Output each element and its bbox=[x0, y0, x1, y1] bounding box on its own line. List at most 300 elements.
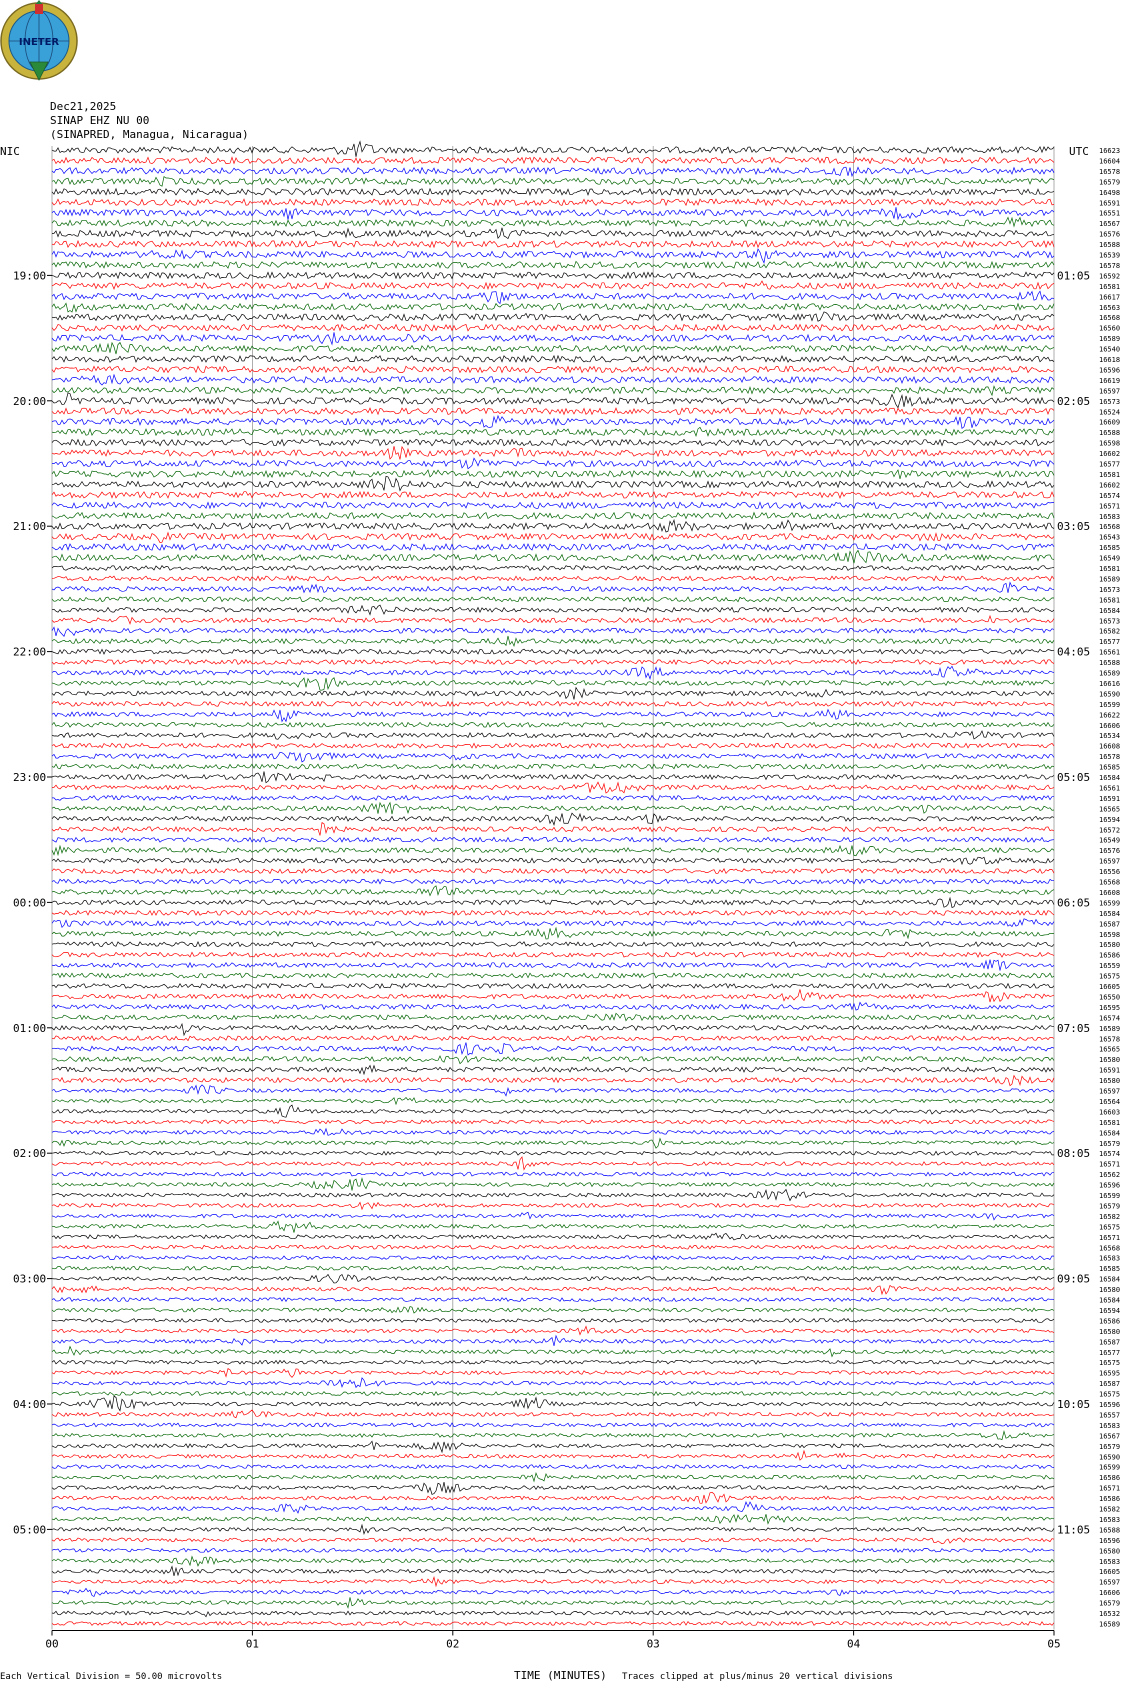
seismic-trace bbox=[52, 576, 1054, 581]
seismic-trace bbox=[52, 837, 1054, 842]
trace-count-label: 16567 bbox=[1099, 220, 1121, 229]
trace-count-label: 16580 bbox=[1099, 1547, 1121, 1556]
trace-count-label: 16580 bbox=[1099, 941, 1121, 950]
trace-count-label: 16584 bbox=[1099, 1275, 1121, 1284]
seismic-trace bbox=[52, 1538, 1054, 1544]
trace-count-label: 16599 bbox=[1099, 1192, 1121, 1200]
seismic-trace bbox=[52, 189, 1054, 195]
vertical-division-note: Each Vertical Division = 50.00 microvolts bbox=[0, 1672, 223, 1682]
trace-count-label: 16583 bbox=[1099, 1515, 1121, 1524]
x-tick-label: 00 bbox=[45, 1637, 59, 1651]
record-date: Dec21,2025 bbox=[50, 100, 117, 113]
agency-location: (SINAPRED, Managua, Nicaragua) bbox=[50, 128, 249, 141]
seismic-trace bbox=[52, 520, 1054, 532]
trace-count-label: 16591 bbox=[1099, 199, 1121, 208]
seismic-trace bbox=[52, 1431, 1054, 1439]
seismic-trace bbox=[52, 1423, 1054, 1427]
seismic-trace bbox=[52, 366, 1054, 372]
seismic-trace bbox=[52, 1378, 1054, 1388]
trace-count-label: 16561 bbox=[1099, 648, 1121, 657]
trace-count-label: 16539 bbox=[1099, 251, 1121, 260]
trace-count-label: 16584 bbox=[1099, 606, 1121, 615]
trace-count-label: 16617 bbox=[1099, 293, 1121, 302]
trace-count-label: 16584 bbox=[1099, 1296, 1121, 1305]
seismic-trace bbox=[52, 1105, 1054, 1117]
seismic-trace bbox=[52, 1597, 1054, 1607]
right-hour-label: 05:05 bbox=[1057, 771, 1091, 784]
seismic-trace bbox=[52, 241, 1054, 247]
trace-count-label: 16565 bbox=[1099, 1045, 1121, 1054]
trace-count-label: 16618 bbox=[1099, 356, 1121, 364]
seismic-trace bbox=[52, 1098, 1054, 1105]
seismic-trace bbox=[52, 375, 1054, 385]
seismic-trace bbox=[52, 1482, 1054, 1494]
trace-count-label: 16603 bbox=[1099, 1108, 1121, 1117]
left-hour-label: 04:00 bbox=[13, 1398, 47, 1411]
seismic-trace bbox=[52, 513, 1054, 519]
seismic-trace bbox=[52, 1172, 1054, 1176]
trace-count-label: 16549 bbox=[1099, 554, 1121, 563]
trace-count-label: 16602 bbox=[1099, 450, 1121, 459]
seismic-trace bbox=[52, 281, 1054, 289]
trace-count-label: 16560 bbox=[1099, 324, 1121, 333]
trace-count-label: 16588 bbox=[1099, 429, 1121, 438]
seismic-trace bbox=[52, 1190, 1054, 1201]
seismic-trace bbox=[52, 142, 1054, 157]
seismic-trace bbox=[52, 678, 1054, 690]
trace-count-label: 16598 bbox=[1099, 439, 1121, 448]
trace-count-label: 16579 bbox=[1099, 178, 1121, 187]
trace-count-label: 16599 bbox=[1099, 700, 1121, 709]
trace-count-label: 16583 bbox=[1099, 1421, 1121, 1430]
seismic-trace bbox=[52, 636, 1054, 646]
left-hour-label: 03:00 bbox=[13, 1272, 47, 1286]
seismic-trace bbox=[52, 1622, 1054, 1626]
seismic-trace bbox=[52, 272, 1054, 278]
trace-count-label: 16557 bbox=[1099, 1411, 1121, 1420]
trace-count-label: 16597 bbox=[1099, 1578, 1121, 1587]
seismic-trace bbox=[52, 408, 1054, 414]
seismic-trace bbox=[52, 616, 1054, 624]
trace-count-label: 16608 bbox=[1099, 742, 1121, 751]
seismic-trace bbox=[52, 1076, 1054, 1086]
seismic-trace bbox=[52, 1441, 1054, 1452]
seismic-trace bbox=[52, 416, 1054, 429]
trace-count-label: 16498 bbox=[1099, 188, 1121, 197]
seismic-trace bbox=[52, 813, 1054, 825]
trace-count-label: 16583 bbox=[1099, 512, 1121, 521]
right-hour-label: 01:05 bbox=[1057, 269, 1091, 283]
seismic-trace bbox=[52, 857, 1054, 864]
seismic-trace bbox=[52, 782, 1054, 793]
seismic-trace bbox=[52, 583, 1054, 593]
seismic-trace bbox=[52, 627, 1054, 636]
seismic-trace bbox=[52, 1451, 1054, 1460]
trace-count-label: 16581 bbox=[1099, 1118, 1121, 1127]
seismic-trace bbox=[52, 1066, 1054, 1075]
trace-count-label: 16622 bbox=[1099, 711, 1121, 720]
trace-count-label: 16623 bbox=[1099, 147, 1121, 155]
trace-count-label: 16576 bbox=[1099, 847, 1121, 856]
trace-count-label: 16604 bbox=[1099, 157, 1121, 166]
trace-count-label: 16589 bbox=[1099, 335, 1121, 344]
trace-count-label: 16571 bbox=[1099, 1484, 1121, 1493]
seismic-trace bbox=[52, 446, 1054, 459]
seismic-trace bbox=[52, 1202, 1054, 1209]
trace-count-label: 16605 bbox=[1099, 1568, 1121, 1577]
trace-count-label: 16564 bbox=[1099, 1097, 1121, 1106]
trace-count-label: 16574 bbox=[1099, 491, 1121, 500]
seismic-trace bbox=[52, 1056, 1054, 1064]
trace-count-label: 16578 bbox=[1099, 1035, 1121, 1044]
seismic-trace bbox=[52, 1492, 1054, 1503]
seismic-trace bbox=[52, 952, 1054, 957]
trace-count-label: 16588 bbox=[1099, 659, 1121, 668]
seismic-trace bbox=[52, 1396, 1054, 1411]
trace-count-label: 16608 bbox=[1099, 888, 1121, 897]
trace-count-label: 16568 bbox=[1099, 1244, 1121, 1253]
seismic-trace bbox=[52, 356, 1054, 362]
trace-count-label: 16540 bbox=[1099, 345, 1121, 354]
seismic-trace bbox=[52, 1611, 1054, 1617]
trace-count-label: 16588 bbox=[1099, 1526, 1121, 1535]
right-hour-label: 10:05 bbox=[1057, 1398, 1091, 1411]
seismic-trace bbox=[52, 1013, 1054, 1020]
seismic-trace bbox=[52, 911, 1054, 916]
trace-count-label: 16543 bbox=[1099, 533, 1121, 542]
seismic-trace bbox=[52, 1256, 1054, 1260]
trace-count-label: 16562 bbox=[1099, 1171, 1121, 1180]
trace-count-label: 16534 bbox=[1099, 732, 1121, 741]
trace-count-label: 16589 bbox=[1099, 575, 1121, 584]
x-axis-label: TIME (MINUTES) bbox=[514, 1669, 607, 1682]
right-hour-label: 02:05 bbox=[1057, 394, 1091, 408]
seismic-trace bbox=[52, 752, 1054, 762]
seismic-trace bbox=[52, 458, 1054, 469]
seismic-trace bbox=[52, 666, 1054, 679]
seismic-trace bbox=[52, 1043, 1054, 1056]
x-tick-label: 03 bbox=[646, 1637, 660, 1651]
trace-count-label: 16597 bbox=[1099, 857, 1121, 866]
seismic-trace bbox=[52, 566, 1054, 571]
seismic-trace bbox=[52, 1473, 1054, 1481]
seismic-trace bbox=[52, 1212, 1054, 1220]
trace-count-label: 16597 bbox=[1099, 387, 1121, 396]
seismic-trace bbox=[52, 660, 1054, 665]
clip-note: Traces clipped at plus/minus 20 vertical divisions bbox=[622, 1672, 893, 1682]
x-tick-label: 01 bbox=[245, 1637, 260, 1651]
trace-count-label: 16589 bbox=[1099, 1024, 1121, 1033]
right-hour-label: 08:05 bbox=[1057, 1147, 1091, 1161]
trace-count-label: 16595 bbox=[1099, 1003, 1121, 1012]
seismic-trace bbox=[52, 1525, 1054, 1534]
trace-count-label: 16579 bbox=[1099, 1202, 1121, 1211]
trace-count-label: 16594 bbox=[1099, 1306, 1121, 1315]
seismic-trace bbox=[52, 928, 1054, 939]
trace-count-label: 16581 bbox=[1099, 565, 1121, 573]
trace-count-label: 16584 bbox=[1099, 774, 1121, 782]
trace-count-label: 16581 bbox=[1099, 282, 1121, 291]
trace-count-label: 16587 bbox=[1099, 1338, 1121, 1347]
x-tick-label: 05 bbox=[1047, 1637, 1061, 1651]
trace-count-label: 16582 bbox=[1099, 627, 1121, 636]
seismic-trace bbox=[52, 470, 1054, 479]
seismic-trace bbox=[52, 1275, 1054, 1284]
trace-count-label: 16591 bbox=[1099, 794, 1121, 803]
trace-count-label: 16571 bbox=[1099, 1233, 1121, 1242]
trace-count-label: 16549 bbox=[1099, 836, 1121, 845]
trace-count-label: 16579 bbox=[1099, 1442, 1121, 1451]
trace-count-label: 16579 bbox=[1099, 1599, 1121, 1608]
trace-count-label: 16588 bbox=[1099, 241, 1121, 250]
seismic-trace bbox=[52, 796, 1054, 801]
seismic-trace bbox=[52, 846, 1054, 856]
seismic-trace bbox=[52, 1139, 1054, 1149]
seismic-trace bbox=[52, 771, 1054, 782]
trace-count-label: 16586 bbox=[1099, 951, 1121, 960]
trace-count-label: 16596 bbox=[1099, 1401, 1121, 1409]
trace-count-label: 16587 bbox=[1099, 920, 1121, 929]
trace-count-label: 16596 bbox=[1099, 366, 1121, 375]
seismic-trace bbox=[52, 731, 1054, 739]
trace-count-label: 16582 bbox=[1099, 1212, 1121, 1221]
trace-count-label: 16577 bbox=[1099, 460, 1121, 469]
trace-count-label: 16584 bbox=[1099, 909, 1121, 918]
trace-count-label: 16573 bbox=[1099, 585, 1121, 594]
trace-count-label: 16580 bbox=[1099, 1077, 1121, 1086]
seismic-trace bbox=[52, 1151, 1054, 1155]
trace-count-label: 16609 bbox=[1099, 418, 1121, 427]
seismic-trace bbox=[52, 973, 1054, 978]
seismic-trace bbox=[52, 1286, 1054, 1295]
seismic-trace bbox=[52, 492, 1054, 498]
trace-count-label: 16616 bbox=[1099, 679, 1121, 688]
seismic-trace bbox=[52, 1548, 1054, 1552]
trace-count-label: 16567 bbox=[1099, 1432, 1121, 1441]
trace-count-label: 16587 bbox=[1099, 1380, 1121, 1389]
trace-count-label: 16589 bbox=[1099, 1620, 1121, 1629]
seismic-trace bbox=[52, 960, 1054, 971]
seismic-trace bbox=[52, 544, 1054, 550]
trace-count-label: 16596 bbox=[1099, 1181, 1121, 1190]
seismic-trace bbox=[52, 1514, 1054, 1523]
seismic-trace bbox=[52, 343, 1054, 355]
trace-count-label: 16568 bbox=[1099, 314, 1121, 323]
trace-count-label: 16556 bbox=[1099, 868, 1121, 877]
seismic-trace bbox=[52, 1298, 1054, 1302]
trace-count-label: 16575 bbox=[1099, 1359, 1121, 1368]
seismic-trace bbox=[52, 1085, 1054, 1096]
trace-count-label: 16573 bbox=[1099, 617, 1121, 626]
seismic-trace bbox=[52, 1502, 1054, 1513]
seismic-trace bbox=[52, 427, 1054, 436]
seismic-trace bbox=[52, 743, 1054, 748]
right-timezone-label: UTC bbox=[1069, 145, 1089, 158]
trace-count-label: 16575 bbox=[1099, 1390, 1121, 1399]
trace-count-label: 16605 bbox=[1099, 983, 1121, 991]
seismic-trace bbox=[52, 502, 1054, 508]
seismic-trace bbox=[52, 476, 1054, 490]
left-hour-label: 02:00 bbox=[13, 1147, 47, 1161]
trace-count-label: 16572 bbox=[1099, 826, 1121, 835]
seismic-trace bbox=[52, 722, 1054, 727]
left-hour-label: 21:00 bbox=[13, 520, 47, 534]
x-tick-label: 04 bbox=[846, 1637, 861, 1651]
right-hour-label: 09:05 bbox=[1057, 1272, 1091, 1286]
trace-count-label: 16577 bbox=[1099, 638, 1121, 647]
seismic-trace bbox=[52, 167, 1054, 176]
seismic-trace bbox=[52, 217, 1054, 226]
trace-count-label: 16577 bbox=[1099, 1348, 1121, 1357]
left-timezone-label: NIC bbox=[0, 145, 20, 158]
seismic-trace bbox=[52, 199, 1054, 205]
trace-count-label: 16576 bbox=[1099, 230, 1121, 239]
trace-count-label: 16584 bbox=[1099, 1129, 1121, 1138]
trace-count-label: 16575 bbox=[1099, 972, 1121, 981]
seismic-trace bbox=[52, 1221, 1054, 1232]
seismic-trace bbox=[52, 533, 1054, 543]
trace-count-label: 16585 bbox=[1099, 763, 1121, 772]
trace-count-label: 16571 bbox=[1099, 502, 1121, 511]
trace-count-label: 16568 bbox=[1099, 523, 1121, 532]
seismic-trace bbox=[52, 919, 1054, 928]
seismic-trace bbox=[52, 605, 1054, 615]
seismic-trace bbox=[52, 764, 1054, 769]
seismic-trace bbox=[52, 249, 1054, 263]
trace-count-label: 16524 bbox=[1099, 408, 1121, 417]
seismic-trace bbox=[52, 1157, 1054, 1170]
seismic-trace bbox=[52, 1567, 1054, 1576]
trace-count-label: 16591 bbox=[1099, 1066, 1121, 1075]
left-hour-label: 01:00 bbox=[13, 1021, 47, 1035]
trace-count-label: 16599 bbox=[1099, 1463, 1121, 1472]
seismic-trace bbox=[52, 597, 1054, 602]
trace-count-label: 16595 bbox=[1099, 1369, 1121, 1378]
trace-count-label: 16586 bbox=[1099, 1317, 1121, 1326]
seismic-trace bbox=[52, 177, 1054, 187]
trace-count-label: 16551 bbox=[1099, 209, 1121, 218]
trace-count-label: 16592 bbox=[1099, 272, 1121, 281]
trace-count-label: 16581 bbox=[1099, 470, 1121, 479]
left-hour-label: 05:00 bbox=[13, 1523, 47, 1537]
trace-count-label: 16581 bbox=[1099, 596, 1121, 605]
trace-count-label: 16586 bbox=[1099, 1474, 1121, 1483]
trace-count-label: 16573 bbox=[1099, 397, 1121, 406]
seismic-trace bbox=[52, 1392, 1054, 1396]
station-channel: SINAP EHZ NU 00 bbox=[50, 114, 150, 127]
left-hour-label: 19:00 bbox=[13, 269, 47, 283]
seismic-trace bbox=[52, 1245, 1054, 1249]
seismic-trace bbox=[52, 1129, 1054, 1136]
trace-count-label: 16561 bbox=[1099, 784, 1121, 793]
trace-count-label: 16559 bbox=[1099, 962, 1121, 971]
trace-count-label: 16578 bbox=[1099, 167, 1121, 176]
trace-count-label: 16606 bbox=[1099, 1589, 1121, 1598]
trace-count-label: 16565 bbox=[1099, 805, 1121, 814]
trace-count-label: 16579 bbox=[1099, 1139, 1121, 1148]
right-hour-label: 06:05 bbox=[1057, 896, 1091, 910]
seismic-trace bbox=[52, 303, 1054, 312]
trace-count-label: 16578 bbox=[1099, 261, 1121, 270]
seismic-trace bbox=[52, 550, 1054, 563]
seismic-trace bbox=[52, 869, 1054, 874]
seismic-trace bbox=[52, 898, 1054, 908]
seismic-trace bbox=[52, 803, 1054, 814]
trace-count-label: 16550 bbox=[1099, 993, 1121, 1002]
seismic-trace bbox=[52, 157, 1054, 163]
seismic-trace bbox=[52, 879, 1054, 884]
trace-count-label: 16590 bbox=[1099, 690, 1121, 699]
seismic-trace bbox=[52, 702, 1054, 707]
right-hour-label: 07:05 bbox=[1057, 1021, 1091, 1035]
seismic-trace bbox=[52, 1588, 1054, 1596]
seismic-trace bbox=[52, 1577, 1054, 1586]
seismic-trace bbox=[52, 1465, 1054, 1469]
trace-count-label: 16568 bbox=[1099, 878, 1121, 887]
trace-count-label: 16590 bbox=[1099, 1453, 1121, 1462]
trace-count-label: 16589 bbox=[1099, 669, 1121, 678]
left-hour-label: 20:00 bbox=[13, 394, 47, 408]
seismic-trace bbox=[52, 688, 1054, 700]
x-tick-label: 02 bbox=[446, 1637, 460, 1651]
trace-count-label: 16583 bbox=[1099, 1557, 1121, 1566]
seismic-trace bbox=[52, 207, 1054, 220]
seismic-trace bbox=[52, 1360, 1054, 1364]
left-hour-label: 23:00 bbox=[13, 771, 47, 784]
seismic-trace bbox=[52, 1024, 1054, 1035]
seismic-trace bbox=[52, 1233, 1054, 1240]
trace-count-label: 16585 bbox=[1099, 1265, 1121, 1274]
trace-count-label: 16596 bbox=[1099, 1536, 1121, 1545]
seismic-trace bbox=[52, 261, 1054, 268]
seismic-trace bbox=[52, 942, 1054, 947]
seismic-trace bbox=[52, 291, 1054, 303]
seismic-trace bbox=[52, 386, 1054, 395]
seismic-trace bbox=[52, 1307, 1054, 1313]
seismic-trace bbox=[52, 886, 1054, 896]
seismic-trace bbox=[52, 1347, 1054, 1357]
trace-count-label: 16582 bbox=[1099, 1505, 1121, 1514]
trace-count-label: 16580 bbox=[1099, 1286, 1121, 1295]
trace-count-label: 16599 bbox=[1099, 899, 1121, 908]
seismic-trace bbox=[52, 393, 1054, 408]
right-hour-label: 03:05 bbox=[1057, 520, 1091, 534]
left-hour-label: 00:00 bbox=[13, 896, 47, 910]
seismic-trace bbox=[52, 1002, 1054, 1010]
seismic-trace bbox=[52, 1266, 1054, 1270]
trace-count-label: 16598 bbox=[1099, 930, 1121, 939]
right-hour-label: 04:05 bbox=[1057, 645, 1091, 659]
trace-count-label: 16571 bbox=[1099, 1160, 1121, 1169]
trace-count-label: 16580 bbox=[1099, 1056, 1121, 1065]
seismic-trace bbox=[52, 439, 1054, 445]
seismic-trace bbox=[52, 1336, 1054, 1346]
trace-count-label: 16574 bbox=[1099, 1014, 1121, 1023]
trace-count-label: 16575 bbox=[1099, 1223, 1121, 1232]
seismic-trace bbox=[52, 1410, 1054, 1418]
seismic-trace bbox=[52, 649, 1054, 654]
trace-count-label: 16602 bbox=[1099, 481, 1121, 490]
trace-count-label: 16594 bbox=[1099, 815, 1121, 824]
right-hour-label: 11:05 bbox=[1057, 1523, 1091, 1537]
trace-count-label: 16580 bbox=[1099, 1327, 1121, 1336]
trace-count-label: 16583 bbox=[1099, 1254, 1121, 1263]
logo-text: INETER bbox=[18, 37, 60, 48]
seismic-trace bbox=[52, 1178, 1054, 1190]
trace-count-label: 16578 bbox=[1099, 753, 1121, 762]
seismic-trace bbox=[52, 1120, 1054, 1124]
seismic-trace bbox=[52, 823, 1054, 836]
